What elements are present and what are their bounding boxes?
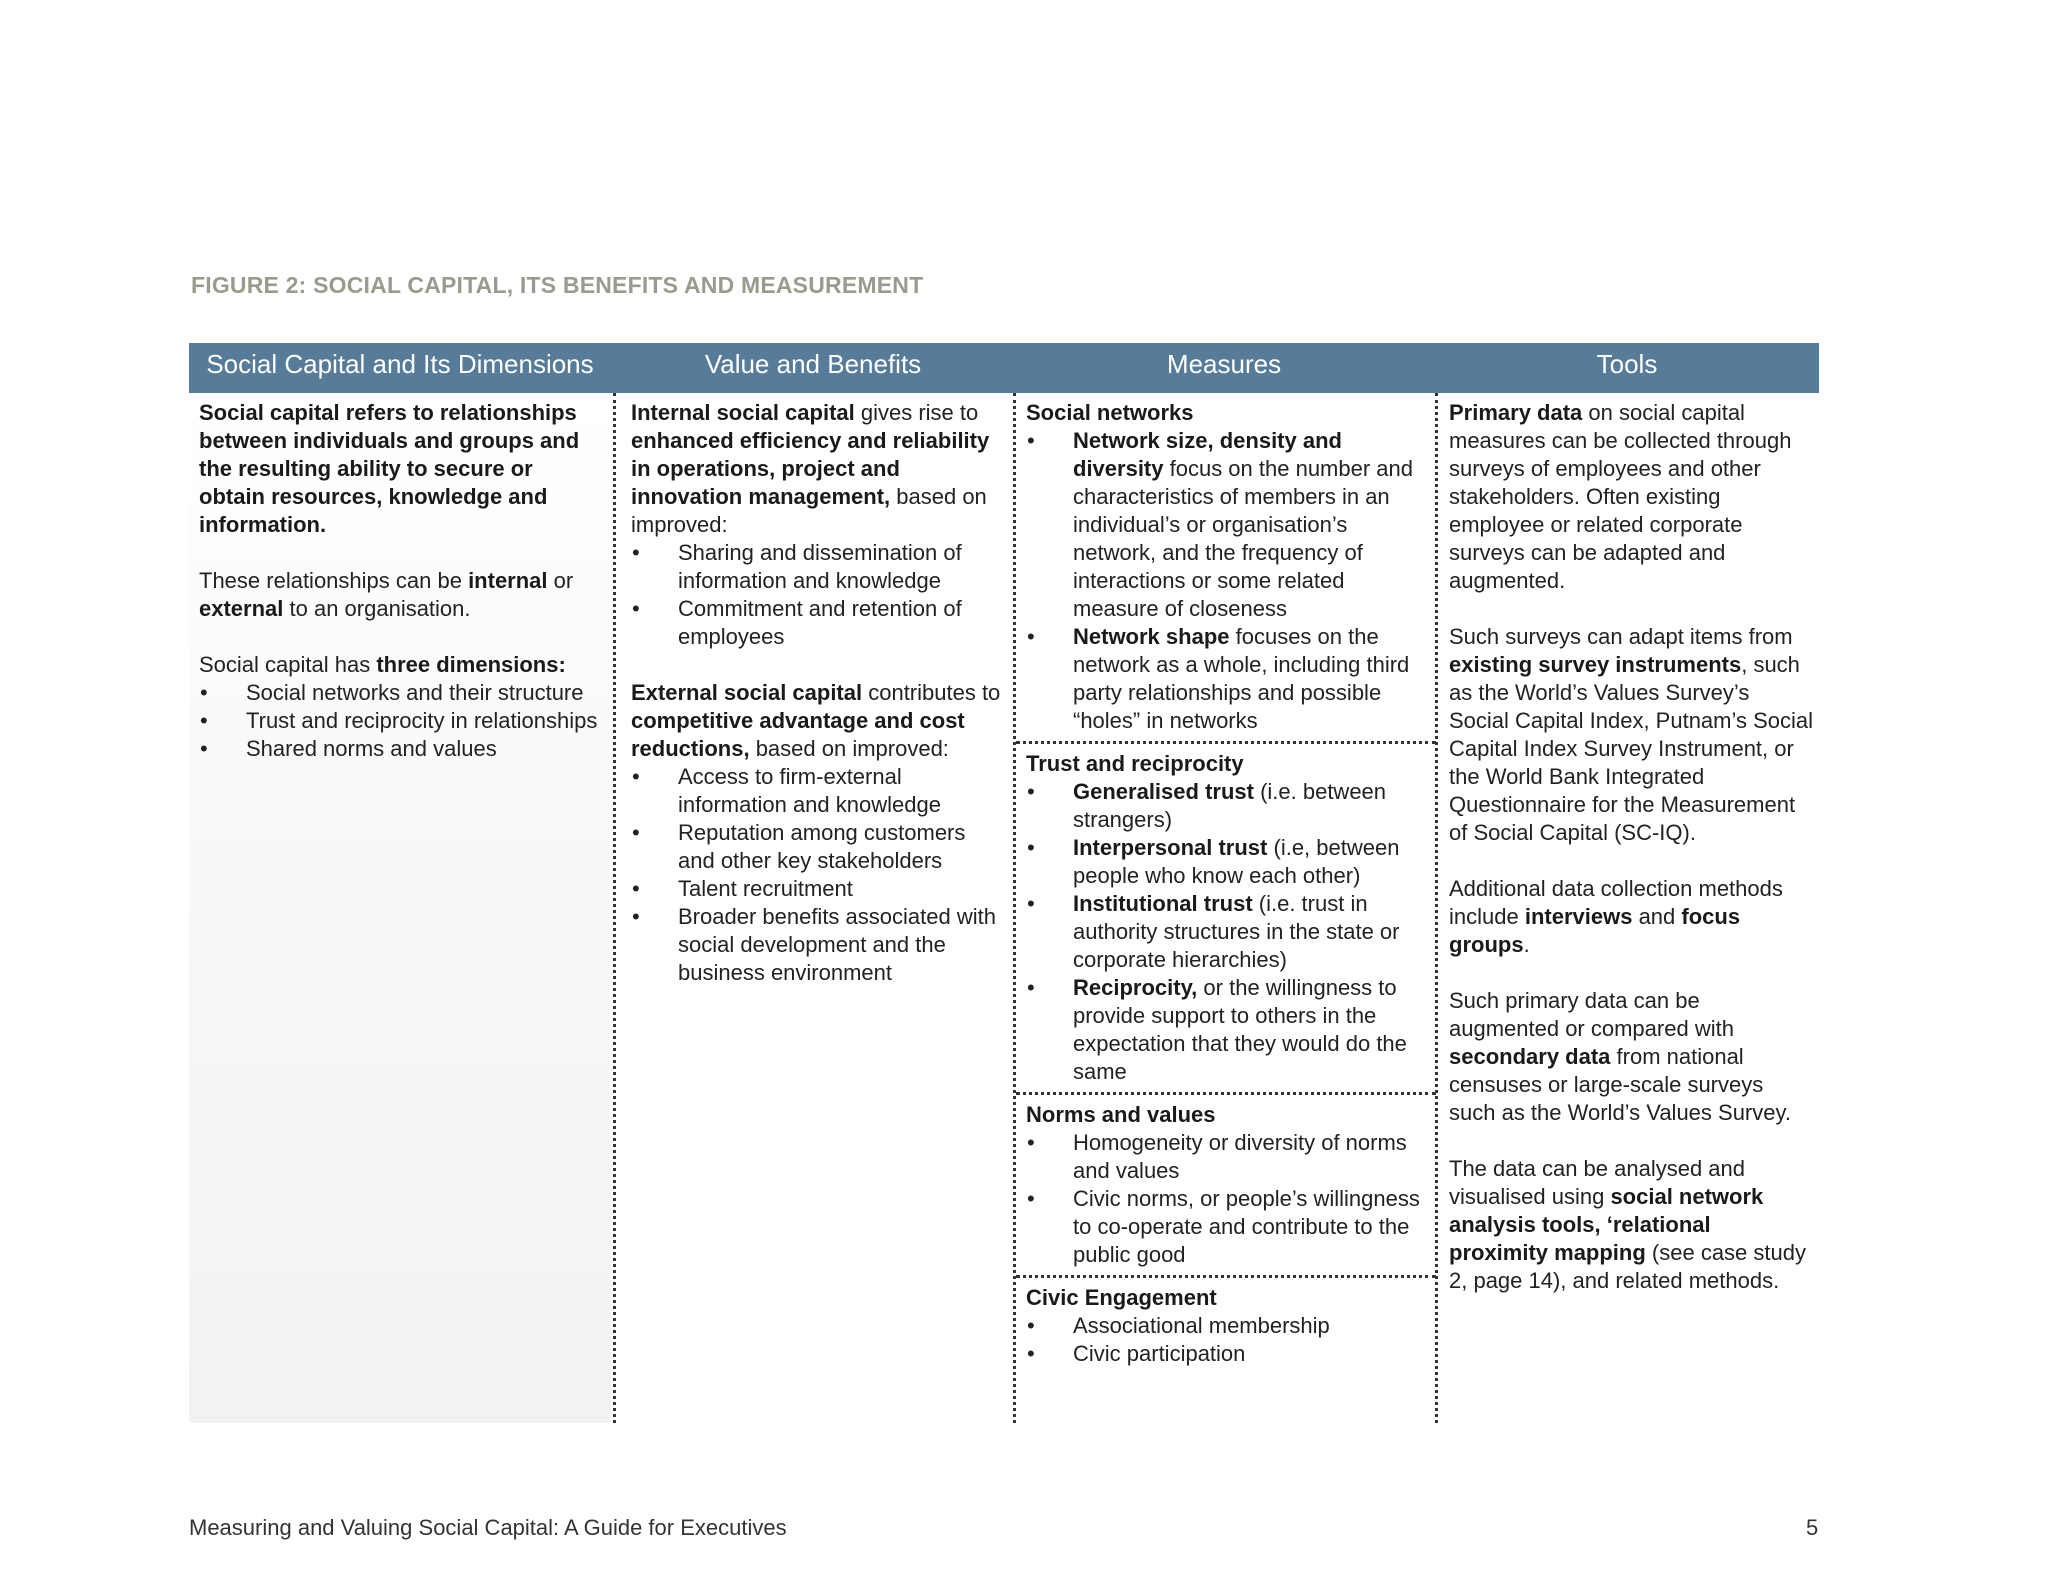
column-tools	[1435, 393, 1822, 1423]
section-norms-values	[1016, 1092, 1436, 1275]
list-item: • Reputation among customers and other key stakeholders	[631, 819, 1006, 875]
section-title: Trust and reciprocity	[1026, 751, 1244, 776]
list-item: • Institutional trust (i.e. trust in authority structures in the state or corporate hierarchies)	[1026, 890, 1428, 974]
definition-text: Social capital refers to relationships between individuals and groups and the resulting ability to secure or obtain resources, knowledge and information.	[199, 400, 580, 537]
header-tools: Tools	[1596, 349, 1658, 379]
table-header	[189, 343, 1819, 393]
section-title: Norms and values	[1026, 1102, 1216, 1127]
section-civic-engagement	[1016, 1275, 1436, 1374]
list-item: • Homogeneity or diversity of norms and values	[1026, 1129, 1428, 1185]
section-title: Civic Engagement	[1026, 1285, 1217, 1310]
list-item: • Network shape focuses on the network as a whole, including third party relationships and possible “holes” in networks	[1026, 623, 1428, 735]
list-item: • Generalised trust (i.e. between strangers)	[1026, 778, 1428, 834]
secondary-data-text: Such primary data can be augmented or compared with secondary data from national censuses or large-scale surveys such as the World’s Values Survey.	[1449, 988, 1791, 1125]
external-capital-text: External social capital contributes to competitive advantage and cost reductions, based on improved:	[631, 680, 1001, 761]
list-item: • Access to firm-external information and knowledge	[631, 763, 1006, 819]
internal-capital-text: Internal social capital gives rise to enhanced efficiency and reliability in operations, project and innovation management, based on improved:	[631, 400, 990, 537]
page-number: 5	[1806, 1515, 1819, 1540]
data-collection-text: Additional data collection methods include interviews and focus groups.	[1449, 876, 1783, 957]
list-item: • Civic norms, or people’s willingness to co-operate and contribute to the public good	[1026, 1185, 1428, 1269]
figure-table	[189, 343, 1819, 1423]
figure-title: FIGURE 2: SOCIAL CAPITAL, ITS BENEFITS AND MEASUREMENT	[191, 272, 924, 298]
list-item: • Reciprocity, or the willingness to provide support to others in the expectation that they would do the same	[1026, 974, 1428, 1086]
list-item: • Sharing and dissemination of information and knowledge	[631, 539, 1006, 595]
dimensions-intro: Social capital has three dimensions:	[199, 652, 566, 677]
header-measures: Measures	[1166, 349, 1282, 379]
analysis-tools-text: The data can be analysed and visualised using social network analysis tools, ‘relational proximity mapping (see case study 2, page 14), and related methods.	[1449, 1156, 1806, 1293]
section-social-networks	[1016, 393, 1436, 741]
section-trust-reciprocity	[1016, 741, 1436, 1092]
list-item: • Talent recruitment	[631, 875, 1006, 903]
external-benefits-list	[631, 763, 1006, 987]
header-value-benefits: Value and Benefits	[704, 349, 922, 379]
list-item: • Shared norms and values	[199, 735, 601, 763]
dimensions-list	[199, 679, 601, 763]
column-value-benefits	[613, 393, 1014, 1423]
column-dimensions	[189, 393, 611, 1423]
list-item: • Social networks and their structure	[199, 679, 601, 707]
survey-instruments-text: Such surveys can adapt items from existing survey instruments, such as the World’s Values Survey’s Social Capital Index, Putnam’s Social Capital Index Survey Instrument, or the World Bank Integrated Questionnaire for the Measurement of Social Capital (SC-IQ).	[1449, 624, 1814, 845]
column-measures	[1013, 393, 1436, 1423]
header-dimensions: Social Capital and Its Dimensions	[206, 349, 594, 379]
list-item: • Associational membership	[1026, 1312, 1428, 1340]
internal-benefits-list	[631, 539, 1006, 651]
list-item: • Commitment and retention of employees	[631, 595, 1006, 651]
list-item: • Trust and reciprocity in relationships	[199, 707, 601, 735]
internal-external-text: These relationships can be internal or external to an organisation.	[199, 568, 574, 621]
list-item: • Interpersonal trust (i.e, between people who know each other)	[1026, 834, 1428, 890]
list-item: • Broader benefits associated with social development and the business environment	[631, 903, 1006, 987]
footer-document-title: Measuring and Valuing Social Capital: A Guide for Executives	[189, 1515, 787, 1540]
primary-data-text: Primary data on social capital measures can be collected through surveys of employees and other stakeholders. Often existing employee or related corporate surveys can be adapted and augmented.	[1449, 400, 1792, 593]
list-item: • Civic participation	[1026, 1340, 1428, 1368]
section-title: Social networks	[1026, 400, 1194, 425]
list-item: • Network size, density and diversity focus on the number and characteristics of members in an individual’s or organisation’s network, and the frequency of interactions or some related measure of closeness	[1026, 427, 1428, 623]
